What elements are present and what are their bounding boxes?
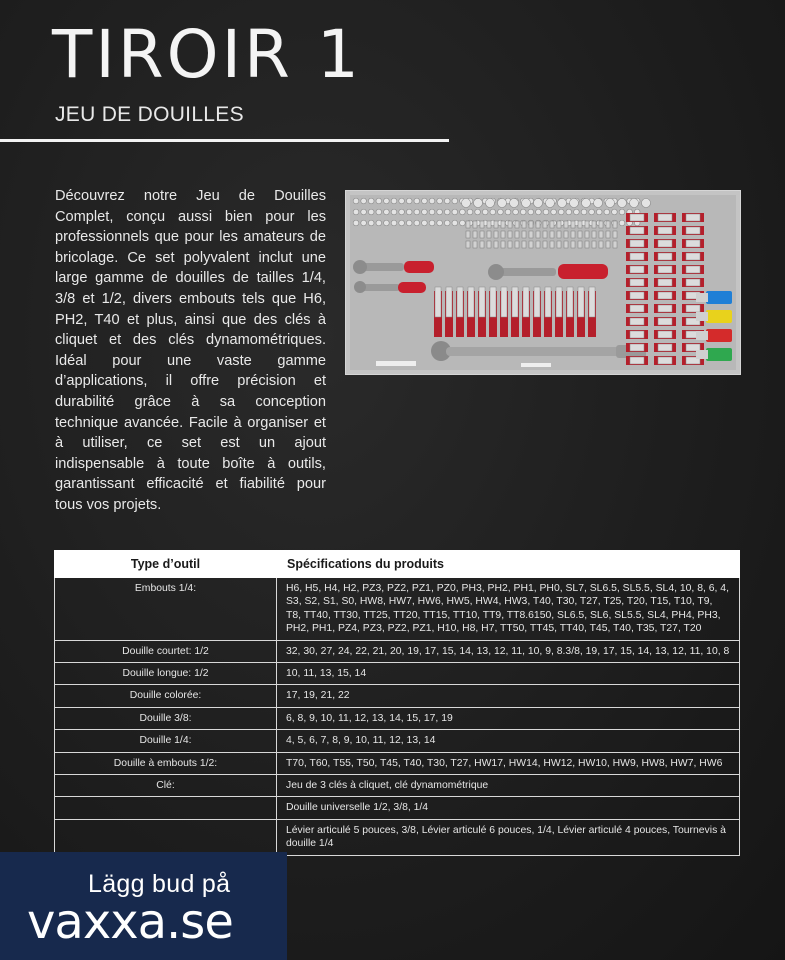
- table-row: [55, 775, 740, 797]
- banner-tagline: Lägg bud på: [88, 870, 231, 898]
- product-description: Découvrez notre Jeu de Douilles Complet, conçu aussi bien pour les professionnels que pour les amateurs de bricolage. Ce set polyvalent inclut une large gamme de douilles de tailles 1/4, 3/8 et 1/2, divers embouts tels que H6, PH2, T40 et plus, ainsi que des clés à cliquet et des clés dynamométriques. Idéal pour une vaste gamme d’applications, il offre précision et durabilité grâce à sa conception technique avancée. Facile à organiser et à utiliser, ce set est un ajout indispensable à toute boîte à outils, garantissant efficacité et fiabilité pour tous vos projets.: [55, 188, 326, 513]
- table-row: [55, 685, 740, 707]
- socket-set-illustration: [346, 191, 740, 374]
- page-subtitle: JEU DE DOUILLES: [55, 103, 244, 126]
- row-type-cell: Douille 1/4:: [55, 730, 277, 752]
- table-row: [55, 730, 740, 752]
- column-header-spec: Spécifications du produits: [277, 551, 740, 578]
- column-header-type: Type d’outil: [55, 551, 277, 578]
- table-row: [55, 640, 740, 662]
- product-photo: [345, 190, 741, 375]
- row-spec-cell: 4, 5, 6, 7, 8, 9, 10, 11, 12, 13, 14: [277, 730, 740, 752]
- row-type-cell: Clé:: [55, 775, 277, 797]
- row-spec-cell: Douille universelle 1/2, 3/8, 1/4: [277, 797, 740, 819]
- row-spec-cell: H6, H5, H4, H2, PZ3, PZ2, PZ1, PZ0, PH3, PH2, PH1, PH0, SL7, SL6.5, SL5.5, SL4, 10, 8, 6, 4, S3, S2, S1, S0, HW8, HW7, HW6, HW5, HW4, HW3, T40, T30, T27, T25, T20, T15, T10, T9, T8, TT40, TT30, TT25, TT20, TT15, TT10, TT9, TT8.6150, SL6.5, SL6, SL5.5, SL4, PH4, PH3, PH2, PH1, PZ4, PZ3, PZ2, PZ1, H10, H8, H7, TT50, TT45, TT40, T45, T40, T35, T27, T20: [277, 578, 740, 641]
- row-type-cell: Embouts 1/4:: [55, 578, 277, 641]
- row-type-cell: Douille courtet: 1/2: [55, 640, 277, 662]
- row-type-cell: [55, 797, 277, 819]
- table-row: [55, 752, 740, 774]
- row-spec-cell: 32, 30, 27, 24, 22, 21, 20, 19, 17, 15, 14, 13, 12, 11, 10, 9, 8.3/8, 19, 17, 15, 14, 13, 12, 11, 10, 8: [277, 640, 740, 662]
- row-spec-cell: 17, 19, 21, 22: [277, 685, 740, 707]
- table-row: [55, 707, 740, 729]
- row-type-cell: Douille colorée:: [55, 685, 277, 707]
- table-row: [55, 578, 740, 641]
- page-title: TIROIR 1: [52, 16, 362, 93]
- row-spec-cell: T70, T60, T55, T50, T45, T40, T30, T27, HW17, HW14, HW12, HW10, HW9, HW8, HW7, HW6: [277, 752, 740, 774]
- banner-brand-logo: vaxxa.se: [27, 894, 233, 950]
- table-row: [55, 797, 740, 819]
- row-spec-cell: 6, 8, 9, 10, 11, 12, 13, 14, 15, 17, 19: [277, 707, 740, 729]
- auction-banner[interactable]: [0, 852, 287, 960]
- spec-table-header: [55, 551, 740, 578]
- table-row: [55, 663, 740, 685]
- row-type-cell: [55, 819, 277, 855]
- title-divider: [0, 139, 449, 142]
- row-type-cell: Douille longue: 1/2: [55, 663, 277, 685]
- row-type-cell: Douille 3/8:: [55, 707, 277, 729]
- row-spec-cell: Jeu de 3 clés à cliquet, clé dynamométrique: [277, 775, 740, 797]
- table-row: [55, 819, 740, 855]
- product-spec-table: [54, 550, 740, 856]
- row-spec-cell: Lévier articulé 5 pouces, 3/8, Lévier articulé 6 pouces, 1/4, Lévier articulé 4 pouces, Tournevis à douille 1/4: [277, 819, 740, 855]
- row-spec-cell: 10, 11, 13, 15, 14: [277, 663, 740, 685]
- row-type-cell: Douille à embouts 1/2:: [55, 752, 277, 774]
